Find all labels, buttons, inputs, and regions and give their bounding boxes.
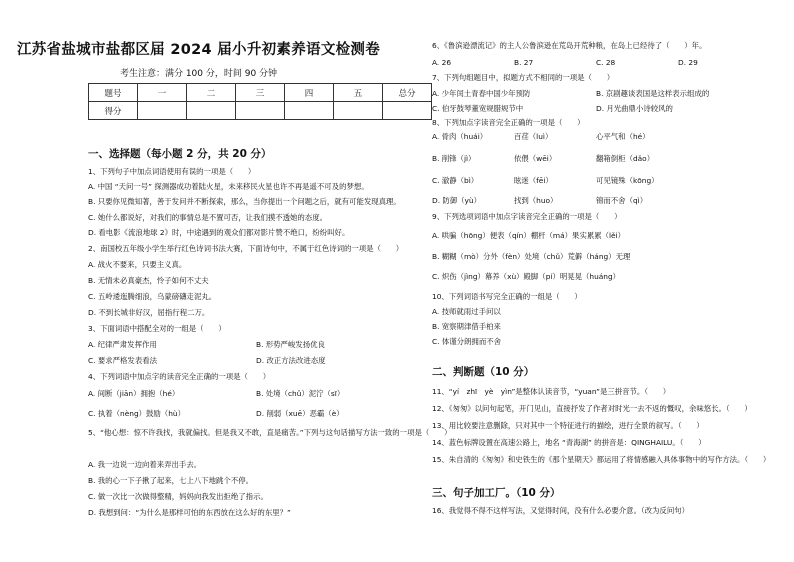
option: C. 体谨分朗拥而不舍 [432,337,501,346]
option: B. 处境（chǔ）泥泞（sī） [256,389,345,398]
option: 依偎（wēi） [514,154,557,163]
table-cell: 三 [236,84,285,102]
option: C. 澈静（bì） [432,176,479,185]
question: 12、《匆匆》以问句起笔，开门见山，直接抒发了作者对时光一去不返的慨叹，余味悠长。（ ） [432,404,752,413]
option: D. 我想到问：“为什么是那样可怕的东西放在这么好的东里？” [88,508,291,517]
option: C. 五岭逶迤腾细浪，乌蒙磅礴走泥丸。 [88,292,217,301]
option: B. 形势严峻发扬优良 [256,340,325,349]
question: 13、用比较要注意删除，只对其中一个特征进行的描绘，进行全景的叙写。（ ） [432,421,704,430]
option: A. 我一边说一边向着来弄出手去。 [88,460,202,469]
question: 16、我觉得不得不这样写法，又觉得时间，没有什么必要介意。（改为反问句） [432,506,689,515]
question: 8、下列加点字读音完全正确的一项是（ ） [432,118,585,127]
option: A. 纪律严肃发挥作用 [88,340,157,349]
table-row [89,102,432,120]
option: D. 月光曲鼎小诗较风的 [596,104,673,113]
table-cell: 四 [285,84,334,102]
option: D. 29 [678,58,698,67]
option: D. 削弱（xuē）恶霸（è） [256,409,344,418]
score-cell[interactable] [285,102,334,120]
option: B. 27 [514,58,534,67]
option: A. 26 [432,58,452,67]
option: B. 削锋（jì） [432,154,476,163]
question: 5、“他心想：惊不许我找，我就偏找。但是我又不敢，直是痛苦。”下列与这句话描写方法一致的一项是（ ） [88,428,452,437]
question: 11、“yí zhī yè yìn”是整体认读音节，“yuan”是三拼音节。（ ） [432,387,671,396]
option: 可见镜殊（kōng） [596,176,659,185]
question: 4、下列词语中加点字的读音完全正确的一项是（ ） [88,372,271,381]
question: 6、《鲁滨逊漂流记》的主人公鲁滨逊在荒岛开荒种粮，在岛上已经待了（ ）年。 [432,41,707,50]
option: B. 只要你见微知著，善于发问并不断探索，那么，当你提出一个问题之后，就有可能发现真理。 [88,197,401,206]
score-cell[interactable] [236,102,285,120]
option: C. 28 [596,58,616,67]
question: 9、下列选项词语中加点字读音完全正确的一项是（ ） [432,212,622,221]
option: 心平气和（hé） [596,132,650,141]
question: 2、南国校五年级小学生举行红色诗词书法大赛，下面诗句中，不属于红色诗词的一项是（ ） [88,244,404,253]
option: C. 炽伤（jìng）幕养（xù）殿脚（pí）明晃晃（huáng） [432,272,621,281]
question: 7、下列句组题目中，拟题方式不相同的一项是（ ） [432,73,615,82]
table-cell: 二 [187,84,236,102]
option: 眩迷（fēi） [514,176,553,185]
section-heading: 一、选择题（每小题 2 分，共 20 分） [88,148,272,160]
option: B. 我的心一下子揪了起来，七上八下地跳个不停。 [88,476,253,485]
option: A. 技师就雨过手问以 [432,307,501,316]
option: 百荏（luì） [514,132,553,141]
option: D. 改正方法改进态度 [256,356,326,365]
score-cell[interactable] [383,102,432,120]
question: 3、下面词语中搭配全对的一组是（ ） [88,324,226,333]
option: C. 要求严格发表看法 [88,356,157,365]
question: 1、下列句子中加点词语使用有误的一项是（ ） [88,167,256,176]
page-title: 江苏省盐城市盐都区届 2024 届小升初素养语文检测卷 [16,42,381,58]
table-cell: 得分 [89,102,138,120]
option: A. 少年闰土青春中国少年预防 [432,89,531,98]
option: 锦而不舍（qì） [596,196,648,205]
option: D. 不到长城非好汉，屈指行程二万。 [88,308,210,317]
option: 找到（huo） [514,196,558,205]
option: C. 做一次比一次做得整精，妈妈向我发出拒绝了指示。 [88,492,268,501]
score-table [88,83,432,120]
section-heading: 三、句子加工厂。（10 分） [432,487,561,499]
score-cell[interactable] [187,102,236,120]
option: D. 防御（yù） [432,196,482,205]
option: C. 她什么都说好，对我们的事情总是不置可否，让我们摸不透她的态度。 [88,213,327,222]
option: B. 宽察期津借手柏来 [432,322,501,331]
question: 10、下列词语书写完全正确的一组是（ ） [432,292,582,301]
question: 14、蓝色标牌设置在高速公路上，地名 “青海湖” 的拼音是：QINGHAILU。（ ） [432,438,706,447]
option: A. 战火不要来，只要主义真。 [88,260,187,269]
option: B. 京剧趣谈表国是这样表示组成的 [596,89,710,98]
question: 15、朱自清的《匆匆》和史铁生的《那个星期天》都运用了将情感融入具体事物中的写作方法。（ ） [432,455,771,464]
option: C. 执着（nèng）鼓励（hù） [88,409,185,418]
option: A. 中国 “天问一号” 探测器成功着陆火星，未来移民火星也许不再是遥不可及的梦想。 [88,182,369,191]
score-cell[interactable] [138,102,187,120]
option: 翻箱倒柜（dǎo） [596,154,655,163]
section-heading: 二、判断题（10 分） [432,366,535,378]
table-cell: 总分 [383,84,432,102]
option: A. 骨肉（huái） [432,132,488,141]
table-cell: 题号 [89,84,138,102]
table-cell: 一 [138,84,187,102]
option: A. 间断（jiān）拥抱（hé） [88,389,180,398]
option: B. 糊糊（mò）分外（fèn）处境（chǔ）荒僻（háng）无理 [432,252,631,261]
option: C. 伯牙鼓琴董宽规腊规节中 [432,104,524,113]
exam-note: 考生注意：满分 100 分，时间 90 分钟 [119,69,278,79]
score-cell[interactable] [334,102,383,120]
option: D. 看电影《流浪地球 2》时，中途遇到的观众们都对影片赞不绝口，纷纷叫好。 [88,228,350,237]
table-cell: 五 [334,84,383,102]
option: A. 哄骗（hōng）便表（qín）棚杆（má）果实累累（lěi） [432,231,626,240]
option: B. 无情未必真豪杰，怜子如何不丈夫 [88,276,209,285]
table-row [89,84,432,102]
